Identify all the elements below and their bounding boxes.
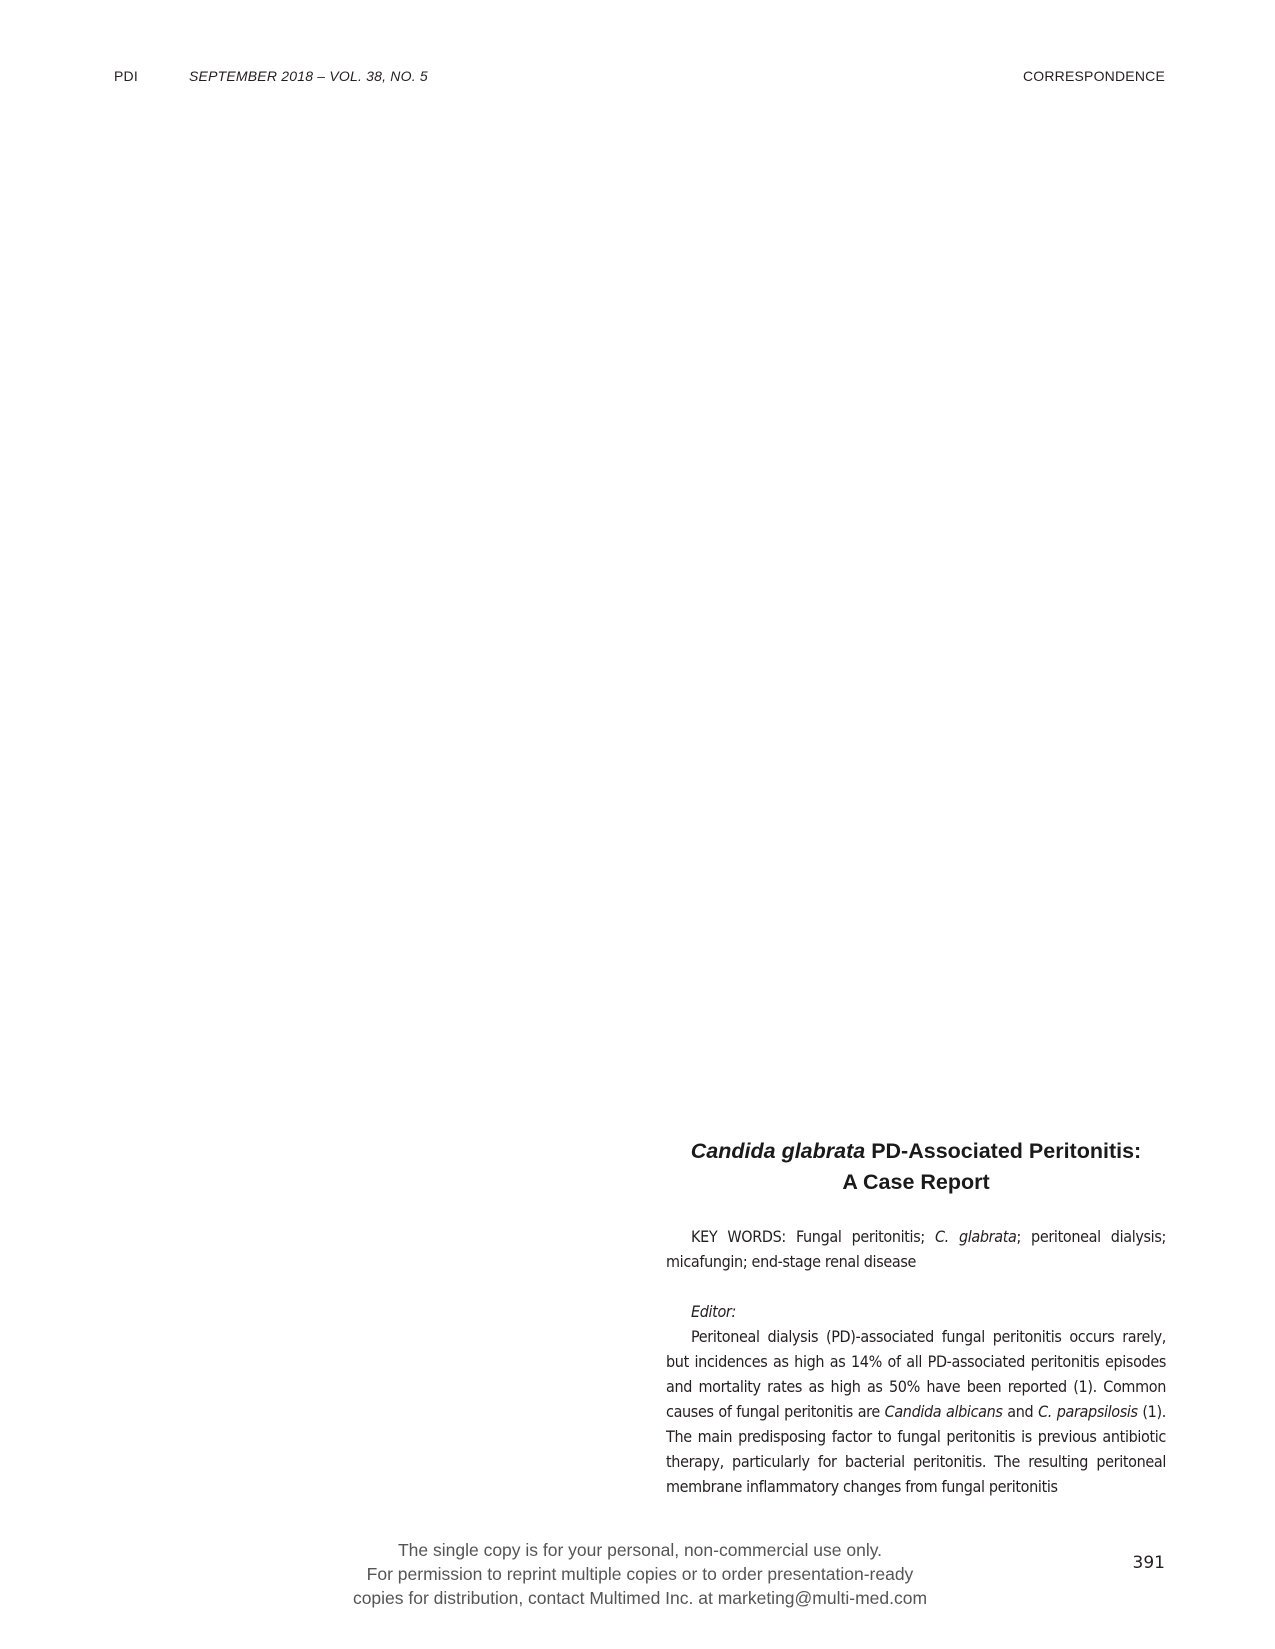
editor-label: Editor: bbox=[691, 1302, 736, 1321]
para-italic-1: Candida albicans bbox=[884, 1402, 1003, 1421]
page-number: 391 bbox=[1132, 1553, 1165, 1573]
editor-salutation bbox=[666, 1299, 1166, 1324]
title-rest: PD-Associated Peritonitis: bbox=[865, 1139, 1142, 1163]
title-line-1 bbox=[666, 1136, 1166, 1167]
copyright-notice bbox=[320, 1538, 960, 1610]
keywords-italic: C. glabrata bbox=[934, 1227, 1017, 1246]
title-species: Candida glabrata bbox=[690, 1139, 866, 1163]
notice-line-2: For permission to reprint multiple copies or to order presentation-ready bbox=[366, 1564, 914, 1584]
para-part-3: (1). The main predisposing factor to fungal peritonitis is previous antibiotic therapy, particularly for bacterial peritonitis. The resulting peritoneal membrane inflammatory changes from fungal peritonitis bbox=[666, 1402, 1166, 1496]
section-label: CORRESPONDENCE bbox=[1022, 68, 1165, 84]
body-paragraph bbox=[666, 1324, 1166, 1499]
article-title bbox=[666, 1136, 1166, 1198]
para-part-1: Peritoneal dialysis (PD)-associated fungal peritonitis occurs rarely, but incidences as high as 14% of all PD-associated peritonitis episodes and mortality rates as high as 50% have been reported (1). Common causes of fungal peritonitis are bbox=[666, 1327, 1166, 1421]
journal-abbreviation: PDI bbox=[114, 68, 138, 84]
notice-line-1: The single copy is for your personal, non-commercial use only. bbox=[397, 1540, 883, 1560]
para-italic-2: C. parapsilosis bbox=[1038, 1402, 1138, 1421]
keywords bbox=[666, 1224, 1166, 1274]
title-line-2: A Case Report bbox=[842, 1170, 990, 1194]
issue-info: SEPTEMBER 2018 – VOL. 38, NO. 5 bbox=[189, 68, 428, 84]
para-part-2: and bbox=[1002, 1402, 1039, 1421]
keywords-lead: KEY WORDS: Fungal peritonitis; bbox=[691, 1227, 935, 1246]
notice-line-3: copies for distribution, contact Multimed Inc. at marketing@multi-med.com bbox=[352, 1588, 928, 1608]
keywords-rest: ; peritoneal dialysis; micafungin; end-stage renal disease bbox=[666, 1227, 1166, 1271]
